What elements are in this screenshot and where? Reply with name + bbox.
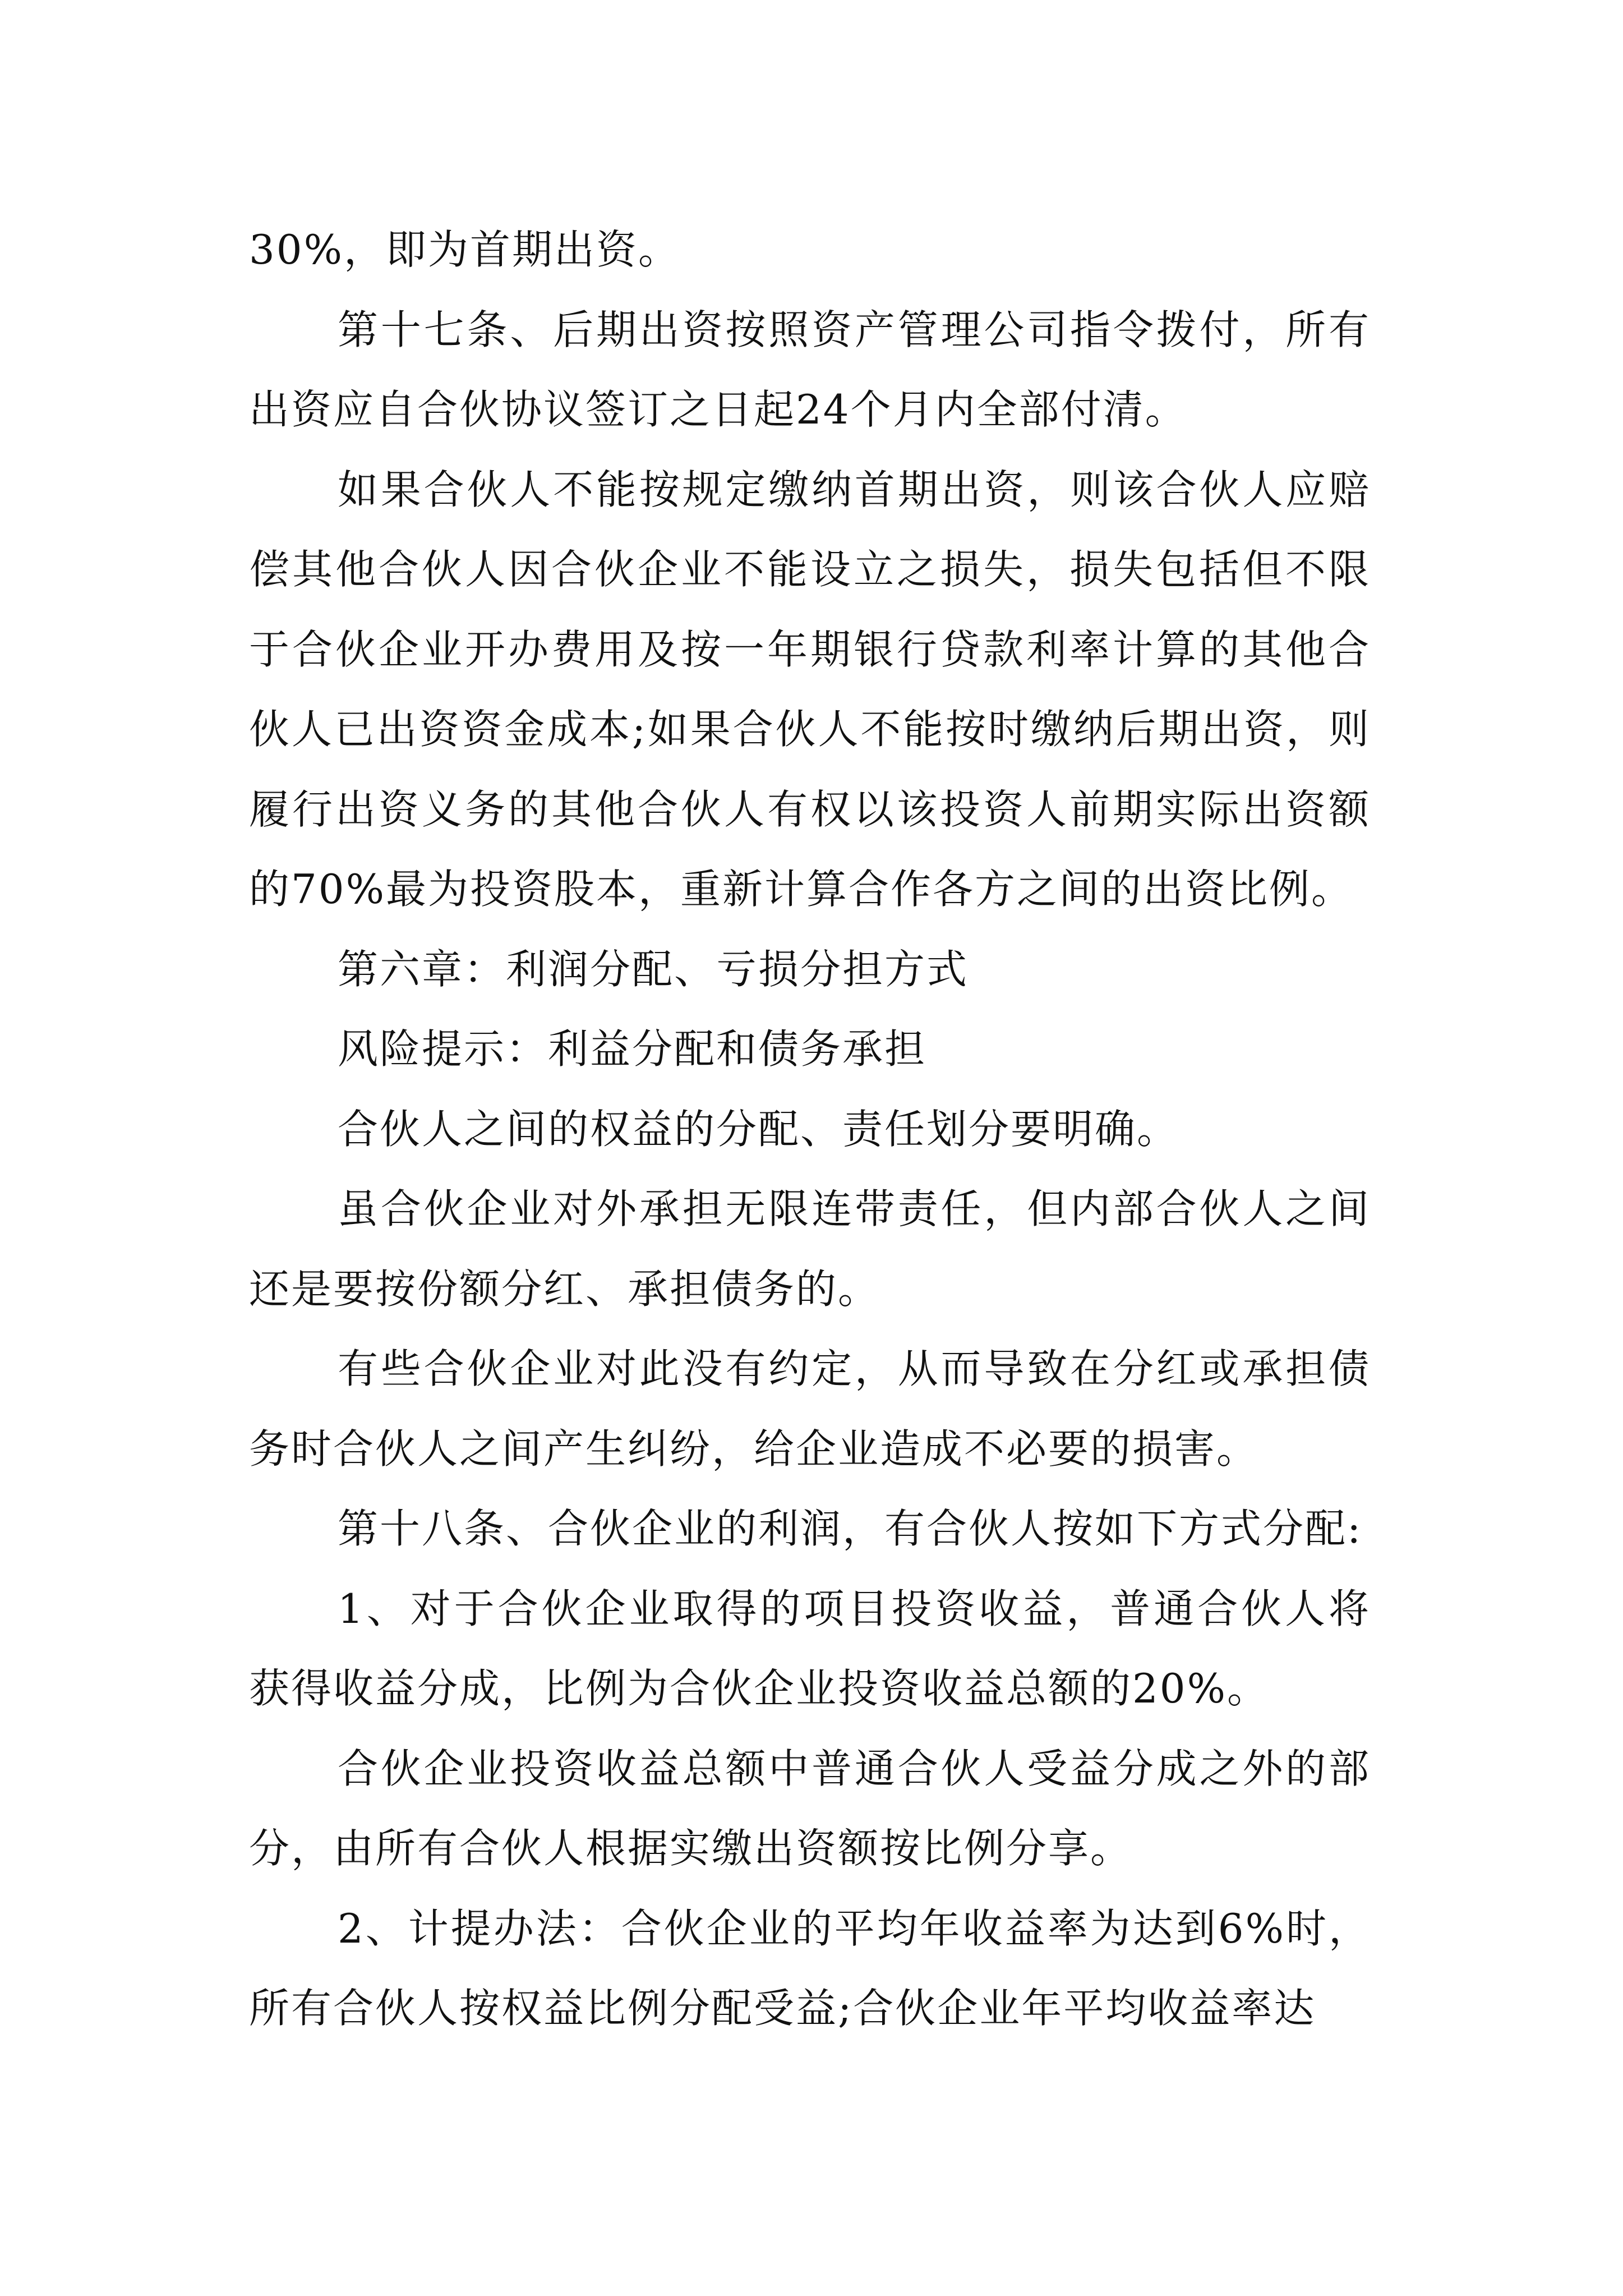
paragraph-article-18: 第十八条、合伙企业的利润，有合伙人按如下方式分配: bbox=[338, 1505, 1363, 1552]
chapter-six-heading: 第六章：利润分配、亏损分担方式 bbox=[338, 945, 969, 993]
paragraph-disputes: 有些合伙企业对此没有约定，从而导致在分红或承担债务时合伙人之间产生纠纷，给企业造成不必要的损害。 bbox=[249, 1345, 1371, 1473]
paragraph-rights-allocation: 合伙人之间的权益的分配、责任划分要明确。 bbox=[338, 1105, 1179, 1153]
paragraph-continuation: 30%，即为首期出资。 bbox=[249, 226, 681, 273]
paragraph-default-clause: 如果合伙人不能按规定缴纳首期出资，则该合伙人应赔偿其他合伙人因合伙企业不能设立之损失，损失包括但不限于合伙企业开办费用及按一年期银行贷款利率计算的其他合伙人已出资资金成本;如果合伙人不能按时缴纳后期出资，则履行出资义务的其他合伙人有权以该投资人前期实际出资额的70%最为投资股本，重新计算合作各方之间的出资比例。 bbox=[249, 466, 1371, 913]
paragraph-article-17: 第十七条、后期出资按照资产管理公司指令拨付，所有出资应自合伙协议签订之日起24个月内全部付清。 bbox=[249, 306, 1371, 433]
paragraph-remaining-share: 合伙企业投资收益总额中普通合伙人受益分成之外的部分，由所有合伙人根据实缴出资额按比例分享。 bbox=[249, 1745, 1371, 1872]
paragraph-item-2: 2、计提办法：合伙企业的平均年收益率为达到6%时，所有合伙人按权益比例分配受益;合伙企业年平均收益率达 bbox=[249, 1904, 1371, 2032]
document-body bbox=[249, 210, 1371, 2049]
paragraph-item-1: 1、对于合伙企业取得的项目投资收益，普通合伙人将获得收益分成，比例为合伙企业投资收益总额的20%。 bbox=[249, 1585, 1371, 1712]
paragraph-liability: 虽合伙企业对外承担无限连带责任，但内部合伙人之间还是要按份额分红、承担债务的。 bbox=[249, 1185, 1371, 1313]
risk-notice-heading: 风险提示：利益分配和债务承担 bbox=[338, 1025, 927, 1073]
